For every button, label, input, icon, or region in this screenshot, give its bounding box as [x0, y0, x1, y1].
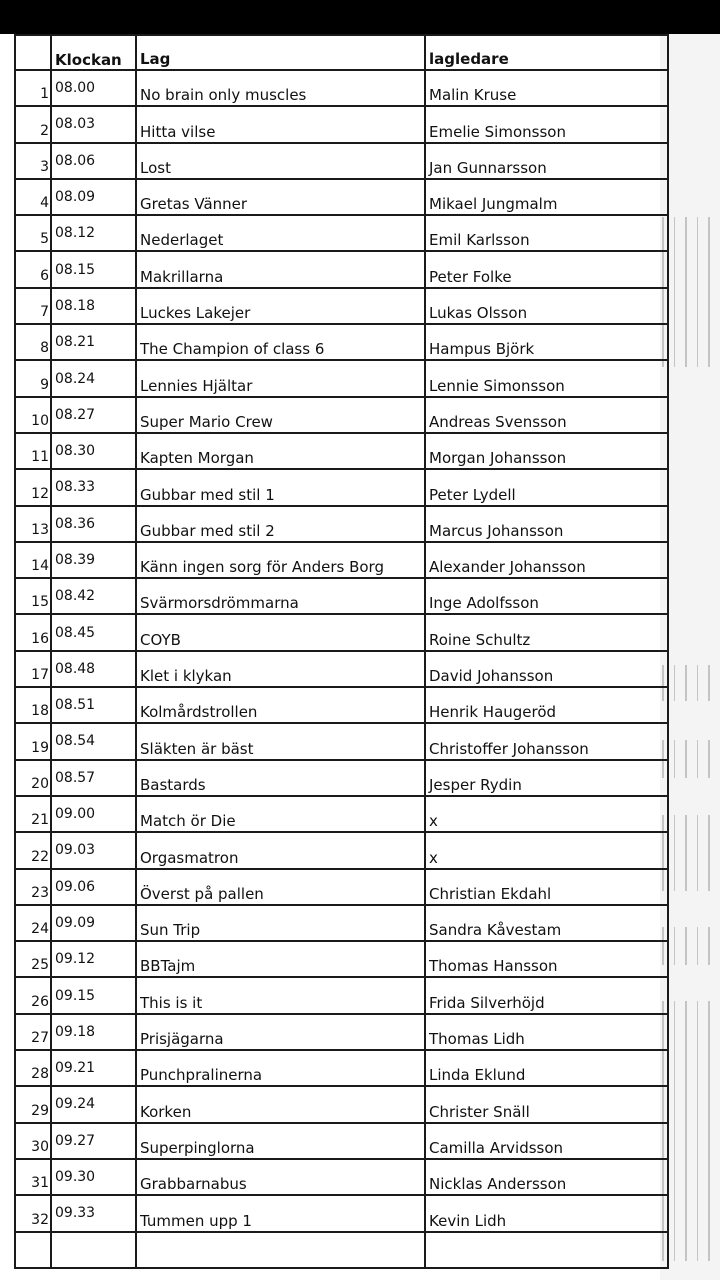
- table-row: [15, 1159, 668, 1195]
- team-cell[interactable]: Svärmorsdrömmarna: [136, 578, 425, 614]
- table-row: [15, 651, 668, 687]
- team-cell[interactable]: No brain only muscles: [136, 70, 425, 106]
- time-cell[interactable]: 09.18: [51, 1014, 136, 1050]
- index-cell[interactable]: 25: [15, 941, 51, 977]
- table-row: [15, 251, 668, 287]
- adjacent-column-lines: [662, 665, 720, 701]
- time-cell[interactable]: 08.09: [51, 179, 136, 215]
- index-cell[interactable]: 8: [15, 324, 51, 360]
- index-cell[interactable]: [15, 1232, 51, 1268]
- team-cell[interactable]: Prisjägarna: [136, 1014, 425, 1050]
- index-cell[interactable]: 30: [15, 1123, 51, 1159]
- team-cell[interactable]: Lennies Hjältar: [136, 360, 425, 396]
- team-cell[interactable]: Orgasmatron: [136, 832, 425, 868]
- leader-cell[interactable]: Peter Folke: [425, 251, 668, 287]
- index-cell[interactable]: 21: [15, 796, 51, 832]
- status-bar: [0, 0, 720, 34]
- index-cell[interactable]: 22: [15, 832, 51, 868]
- team-cell[interactable]: Tummen upp 1: [136, 1195, 425, 1231]
- index-cell[interactable]: 5: [15, 215, 51, 251]
- leader-cell[interactable]: Christian Ekdahl: [425, 869, 668, 905]
- team-cell[interactable]: This is it: [136, 977, 425, 1013]
- table-row: [15, 106, 668, 142]
- leader-cell[interactable]: Sandra Kåvestam: [425, 905, 668, 941]
- team-cell[interactable]: Punchpralinerna: [136, 1050, 425, 1086]
- index-cell[interactable]: 24: [15, 905, 51, 941]
- leader-cell[interactable]: Thomas Hansson: [425, 941, 668, 977]
- leader-cell[interactable]: Morgan Johansson: [425, 433, 668, 469]
- time-cell[interactable]: 08.24: [51, 360, 136, 396]
- index-cell[interactable]: 13: [15, 506, 51, 542]
- team-cell[interactable]: Klet i klykan: [136, 651, 425, 687]
- time-cell[interactable]: 08.21: [51, 324, 136, 360]
- leader-cell[interactable]: Henrik Haugeröd: [425, 687, 668, 723]
- index-cell[interactable]: 23: [15, 869, 51, 905]
- leader-cell[interactable]: [425, 1232, 668, 1268]
- index-cell[interactable]: 10: [15, 397, 51, 433]
- team-cell[interactable]: Gubbar med stil 1: [136, 469, 425, 505]
- leader-cell[interactable]: Malin Kruse: [425, 70, 668, 106]
- table-row: [15, 324, 668, 360]
- leader-cell[interactable]: Frida Silverhöjd: [425, 977, 668, 1013]
- team-cell[interactable]: Korken: [136, 1086, 425, 1122]
- index-cell[interactable]: 32: [15, 1195, 51, 1231]
- team-cell[interactable]: Bastards: [136, 760, 425, 796]
- index-cell[interactable]: 4: [15, 179, 51, 215]
- team-cell[interactable]: Släkten är bäst: [136, 723, 425, 759]
- table-row: [15, 905, 668, 941]
- table-row: [15, 796, 668, 832]
- adjacent-column-lines: [662, 740, 720, 778]
- spreadsheet-view[interactable]: [0, 34, 720, 1280]
- time-cell[interactable]: 08.45: [51, 614, 136, 650]
- team-cell[interactable]: The Champion of class 6: [136, 324, 425, 360]
- leader-cell[interactable]: x: [425, 832, 668, 868]
- table-row: [15, 215, 668, 251]
- index-cell[interactable]: 15: [15, 578, 51, 614]
- team-cell[interactable]: Makrillarna: [136, 251, 425, 287]
- leader-cell[interactable]: Emil Karlsson: [425, 215, 668, 251]
- team-cell[interactable]: Känn ingen sorg för Anders Borg: [136, 542, 425, 578]
- team-cell[interactable]: Överst på pallen: [136, 869, 425, 905]
- table-row: [15, 614, 668, 650]
- team-cell[interactable]: Luckes Lakejer: [136, 288, 425, 324]
- leader-cell[interactable]: Linda Eklund: [425, 1050, 668, 1086]
- table-row: [15, 1195, 668, 1231]
- table-row: [15, 143, 668, 179]
- table-row: [15, 179, 668, 215]
- leader-cell[interactable]: Hampus Björk: [425, 324, 668, 360]
- table-row: [15, 977, 668, 1013]
- team-cell[interactable]: Superpinglorna: [136, 1123, 425, 1159]
- team-cell[interactable]: Grabbarnabus: [136, 1159, 425, 1195]
- leader-cell[interactable]: Lennie Simonsson: [425, 360, 668, 396]
- time-cell[interactable]: 09.12: [51, 941, 136, 977]
- leader-cell[interactable]: Inge Adolfsson: [425, 578, 668, 614]
- time-cell[interactable]: 09.27: [51, 1123, 136, 1159]
- team-cell[interactable]: Nederlaget: [136, 215, 425, 251]
- leader-cell[interactable]: Lukas Olsson: [425, 288, 668, 324]
- time-cell[interactable]: 08.00: [51, 70, 136, 106]
- table-row: [15, 723, 668, 759]
- index-cell[interactable]: 11: [15, 433, 51, 469]
- table-row: [15, 941, 668, 977]
- table-row-partial: [15, 1232, 668, 1268]
- table-row: [15, 687, 668, 723]
- time-cell[interactable]: 08.36: [51, 506, 136, 542]
- leader-cell[interactable]: Christer Snäll: [425, 1086, 668, 1122]
- team-cell[interactable]: Kapten Morgan: [136, 433, 425, 469]
- index-cell[interactable]: 18: [15, 687, 51, 723]
- header-team-cell[interactable]: Lag: [136, 35, 425, 70]
- table-row: [15, 578, 668, 614]
- time-cell[interactable]: 08.06: [51, 143, 136, 179]
- header-row: [15, 35, 668, 70]
- table-row: [15, 288, 668, 324]
- index-cell[interactable]: 28: [15, 1050, 51, 1086]
- time-cell[interactable]: 08.57: [51, 760, 136, 796]
- leader-cell[interactable]: Emelie Simonsson: [425, 106, 668, 142]
- header-index-cell[interactable]: [15, 35, 51, 70]
- time-cell[interactable]: 09.15: [51, 977, 136, 1013]
- time-cell[interactable]: 08.33: [51, 469, 136, 505]
- header-leader-cell[interactable]: lagledare: [425, 35, 668, 70]
- team-cell[interactable]: [136, 1232, 425, 1268]
- time-cell[interactable]: 08.15: [51, 251, 136, 287]
- table-row: [15, 832, 668, 868]
- time-cell[interactable]: 09.21: [51, 1050, 136, 1086]
- time-cell[interactable]: 08.12: [51, 215, 136, 251]
- leader-cell[interactable]: Christoffer Johansson: [425, 723, 668, 759]
- index-cell[interactable]: 9: [15, 360, 51, 396]
- table-row: [15, 70, 668, 106]
- index-cell[interactable]: 3: [15, 143, 51, 179]
- leader-cell[interactable]: Marcus Johansson: [425, 506, 668, 542]
- index-cell[interactable]: 31: [15, 1159, 51, 1195]
- time-cell[interactable]: 08.48: [51, 651, 136, 687]
- index-cell[interactable]: 20: [15, 760, 51, 796]
- team-cell[interactable]: Sun Trip: [136, 905, 425, 941]
- team-cell[interactable]: Hitta vilse: [136, 106, 425, 142]
- table-row: [15, 542, 668, 578]
- table-row: [15, 1050, 668, 1086]
- index-cell[interactable]: 16: [15, 614, 51, 650]
- table-row: [15, 1014, 668, 1050]
- time-cell[interactable]: 08.54: [51, 723, 136, 759]
- leader-cell[interactable]: Andreas Svensson: [425, 397, 668, 433]
- team-cell[interactable]: Kolmårdstrollen: [136, 687, 425, 723]
- team-cell[interactable]: Match ör Die: [136, 796, 425, 832]
- index-cell[interactable]: 26: [15, 977, 51, 1013]
- time-cell[interactable]: 08.42: [51, 578, 136, 614]
- leader-cell[interactable]: Alexander Johansson: [425, 542, 668, 578]
- team-cell[interactable]: BBTajm: [136, 941, 425, 977]
- team-cell[interactable]: Gretas Vänner: [136, 179, 425, 215]
- leader-cell[interactable]: Mikael Jungmalm: [425, 179, 668, 215]
- index-cell[interactable]: 1: [15, 70, 51, 106]
- leader-cell[interactable]: Roine Schultz: [425, 614, 668, 650]
- adjacent-column-lines: [662, 1001, 720, 1261]
- table-row: [15, 1123, 668, 1159]
- index-cell[interactable]: 29: [15, 1086, 51, 1122]
- index-cell[interactable]: 6: [15, 251, 51, 287]
- time-cell[interactable]: 09.00: [51, 796, 136, 832]
- index-cell[interactable]: 7: [15, 288, 51, 324]
- index-cell[interactable]: 12: [15, 469, 51, 505]
- table-row: [15, 1086, 668, 1122]
- table-row: [15, 397, 668, 433]
- time-cell[interactable]: [51, 1232, 136, 1268]
- leader-cell[interactable]: Jesper Rydin: [425, 760, 668, 796]
- team-cell[interactable]: Lost: [136, 143, 425, 179]
- index-cell[interactable]: 17: [15, 651, 51, 687]
- table-row: [15, 869, 668, 905]
- adjacent-column-lines: [662, 815, 720, 891]
- time-cell[interactable]: 08.30: [51, 433, 136, 469]
- table-row: [15, 433, 668, 469]
- index-cell[interactable]: 2: [15, 106, 51, 142]
- schedule-table: [14, 34, 669, 1269]
- time-cell[interactable]: 08.03: [51, 106, 136, 142]
- time-cell[interactable]: 08.39: [51, 542, 136, 578]
- time-cell[interactable]: 09.33: [51, 1195, 136, 1231]
- table-row: [15, 469, 668, 505]
- team-cell[interactable]: Gubbar med stil 2: [136, 506, 425, 542]
- table-row: [15, 760, 668, 796]
- index-cell[interactable]: 27: [15, 1014, 51, 1050]
- leader-cell[interactable]: Jan Gunnarsson: [425, 143, 668, 179]
- leader-cell[interactable]: Nicklas Andersson: [425, 1159, 668, 1195]
- adjacent-column-lines: [662, 217, 720, 367]
- time-cell[interactable]: 09.24: [51, 1086, 136, 1122]
- time-cell[interactable]: 09.06: [51, 869, 136, 905]
- team-cell[interactable]: COYB: [136, 614, 425, 650]
- time-cell[interactable]: 08.27: [51, 397, 136, 433]
- table-row: [15, 506, 668, 542]
- time-cell[interactable]: 08.51: [51, 687, 136, 723]
- time-cell[interactable]: 09.09: [51, 905, 136, 941]
- team-cell[interactable]: Super Mario Crew: [136, 397, 425, 433]
- time-cell[interactable]: 08.18: [51, 288, 136, 324]
- header-time-cell[interactable]: Klockan: [51, 35, 136, 70]
- table-row: [15, 360, 668, 396]
- adjacent-column-lines: [662, 927, 720, 965]
- leader-cell[interactable]: Thomas Lidh: [425, 1014, 668, 1050]
- leader-cell[interactable]: x: [425, 796, 668, 832]
- leader-cell[interactable]: David Johansson: [425, 651, 668, 687]
- leader-cell[interactable]: Peter Lydell: [425, 469, 668, 505]
- time-cell[interactable]: 09.03: [51, 832, 136, 868]
- leader-cell[interactable]: Camilla Arvidsson: [425, 1123, 668, 1159]
- index-cell[interactable]: 19: [15, 723, 51, 759]
- leader-cell[interactable]: Kevin Lidh: [425, 1195, 668, 1231]
- index-cell[interactable]: 14: [15, 542, 51, 578]
- time-cell[interactable]: 09.30: [51, 1159, 136, 1195]
